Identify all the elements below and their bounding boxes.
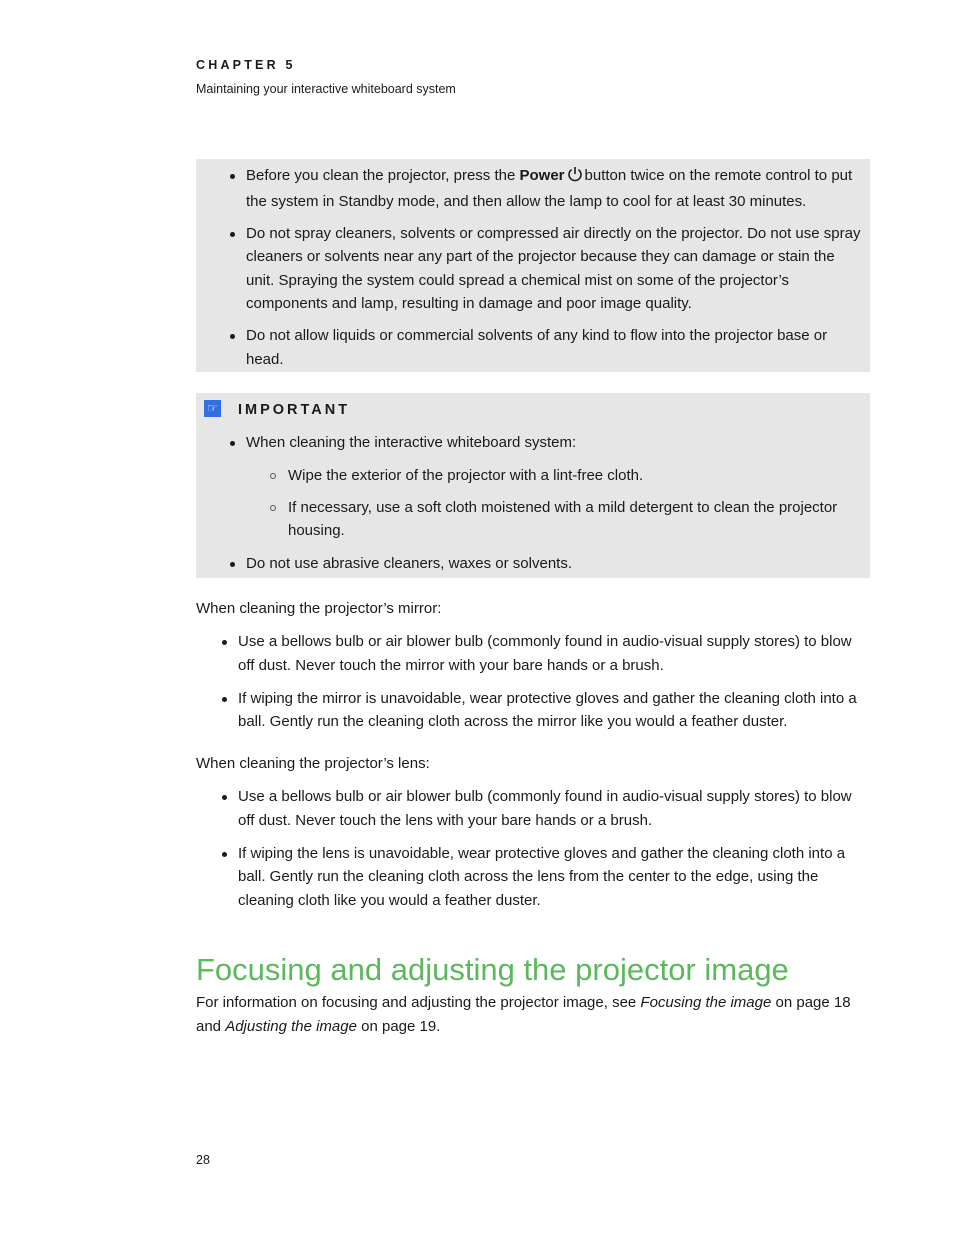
important-list [246, 431, 866, 584]
power-icon [567, 166, 583, 190]
lens-intro: When cleaning the projector’s lens: [196, 755, 430, 772]
list-item: When cleaning the interactive whiteboard system: Wipe the exterior of the projector with a lint-free cloth. If necessary, use a soft cloth moistened with a mild detergent to clean the projector housing. [246, 431, 866, 543]
list-item: Use a bellows bulb or air blower bulb (commonly found in audio-visual supply stores) to blow off dust. Never touch the mirror with your bare hands or a brush. [238, 630, 872, 677]
list-item: Use a bellows bulb or air blower bulb (commonly found in audio-visual supply stores) to blow off dust. Never touch the lens with your bare hands or a brush. [238, 785, 872, 832]
section-text: For information on focusing and adjusting the projector image, see Focusing the image on page 18 and Adjusting the image on page 19. [196, 994, 851, 1035]
list-item: Wipe the exterior of the projector with a lint-free cloth. [288, 464, 866, 488]
warning-box [196, 159, 870, 372]
chapter-label: CHAPTER 5 [196, 58, 296, 72]
important-title: IMPORTANT [238, 402, 351, 418]
link-adjusting-the-image[interactable]: Adjusting the image [225, 1017, 357, 1035]
link-focusing-the-image[interactable]: Focusing the image [640, 994, 772, 1011]
list-item: If necessary, use a soft cloth moistened with a mild detergent to clean the projector housing. [288, 496, 866, 543]
mirror-intro: When cleaning the projector’s mirror: [196, 600, 442, 617]
important-sublist [288, 464, 866, 543]
mirror-list [238, 630, 872, 743]
chapter-title: Maintaining your interactive whiteboard system [196, 82, 456, 96]
list-item: Do not use abrasive cleaners, waxes or solvents. [246, 552, 866, 576]
list-item: If wiping the lens is unavoidable, wear protective gloves and gather the cleaning cloth into a ball. Gently run the cleaning cloth across the lens from the center to the edge, using the cleaning cloth like you would a feather duster. [238, 842, 872, 913]
section-heading: Focusing and adjusting the projector image [196, 952, 789, 987]
list-item: Do not spray cleaners, solvents or compressed air directly on the projector. Do not use spray cleaners or solvents near any part of the projector because they can damage or stain the unit. Spraying the system could spread a chemical mist on some of the projector’s components and lamp, resulting in damage and poor image quality. [246, 222, 866, 316]
page-number: 28 [196, 1153, 210, 1167]
lens-list [238, 785, 872, 922]
list-item: Before you clean the projector, press the Power button twice on the remote control to put the system in Standby mode, and then allow the lamp to cool for at least 30 minutes. [246, 164, 866, 213]
important-box [196, 393, 870, 578]
power-label: Power [519, 167, 565, 184]
pointing-hand-icon: ☞ [204, 400, 221, 417]
list-item: If wiping the mirror is unavoidable, wear protective gloves and gather the cleaning cloth into a ball. Gently run the cleaning cloth across the mirror like you would a feather duster. [238, 687, 872, 734]
list-item: Do not allow liquids or commercial solvents of any kind to flow into the projector base or head. [246, 324, 866, 371]
warning-list [246, 164, 866, 380]
